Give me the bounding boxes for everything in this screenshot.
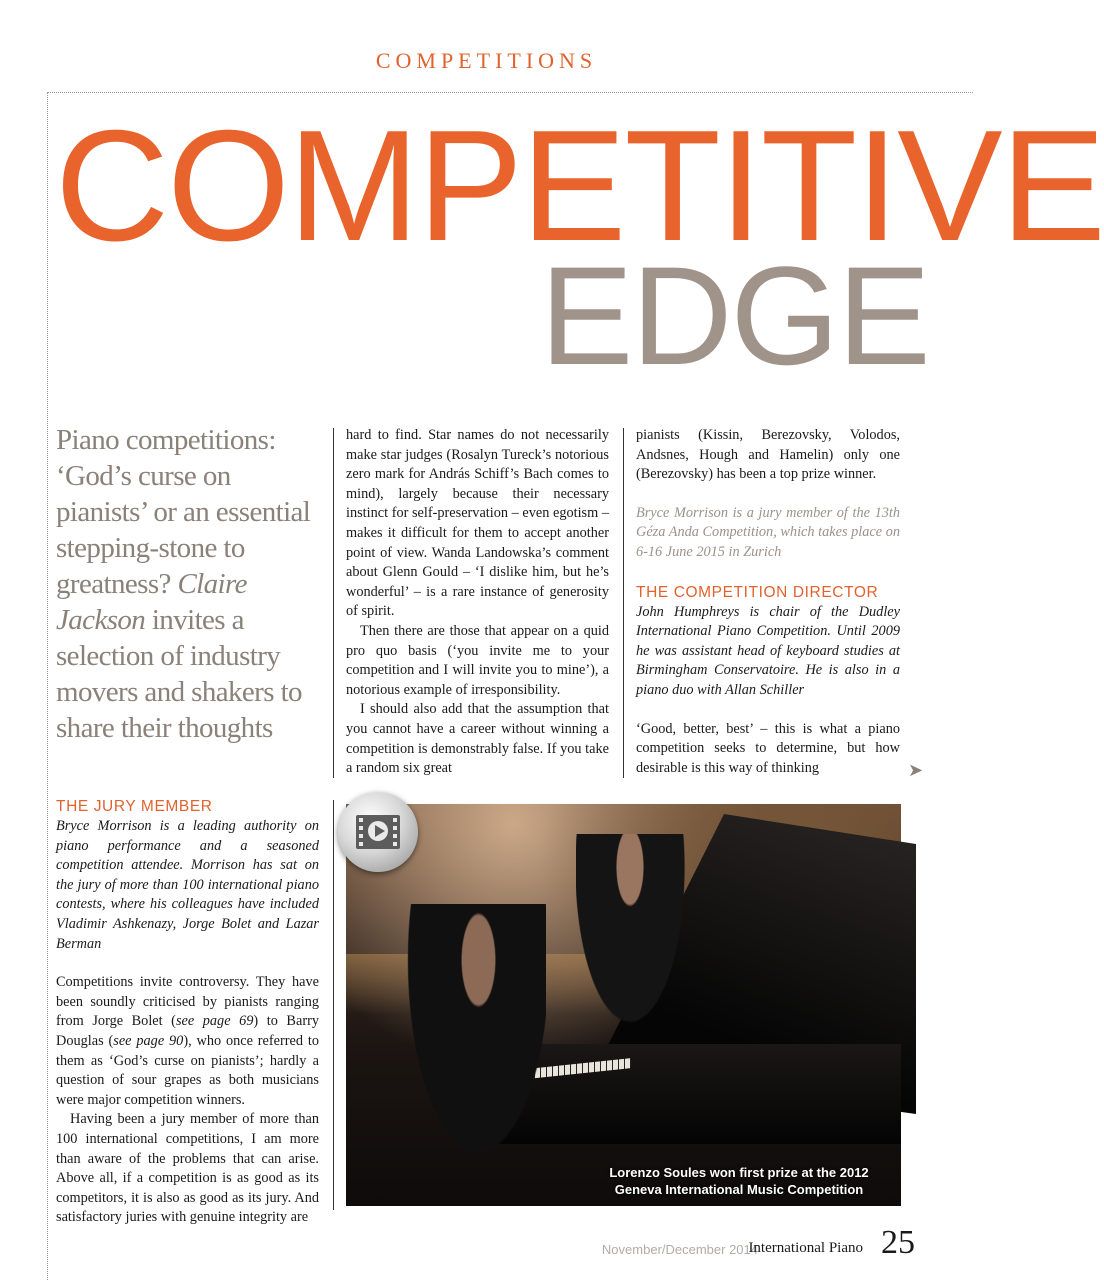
pianist-figure (396, 904, 546, 1184)
p1-ref-2: see page 90 (113, 1032, 184, 1049)
play-video-icon[interactable] (338, 792, 418, 872)
left-dotted-rule (47, 92, 48, 1280)
standfirst-text-before: Piano competitions: ‘God’s curse on pianists’ or an essential stepping-stone to greatness? (56, 424, 311, 600)
column-1 (56, 796, 319, 1228)
film-play-icon (353, 807, 403, 857)
column-divider-1 (333, 428, 334, 778)
p1-text-a: Competitions invite controversy. They have been soundly criticised by pianists ranging from Jorge Bolet ( (56, 974, 319, 1030)
competition-director-subhead: THE COMPETITION DIRECTOR (636, 583, 879, 601)
jury-note: Bryce Morrison is a jury member of the 13th Géza Anda Competition, which takes place on 6-16 June 2015 in Zurich (636, 504, 900, 560)
col1-paragraph-2: Having been a jury member of more than 100 international competitions, I am more than aware of the problems that can arise. Above all, if a competition is as good as its competitors, it is also as good as its jury. And satisfactory juries with genuine integrity are (56, 1111, 319, 1226)
p1-ref-1: see page 69 (175, 1013, 254, 1030)
column-divider-3 (333, 800, 334, 1210)
section-label: COMPETITIONS (375, 48, 598, 73)
col3-paragraph-1: pianists (Kissin, Berezovsky, Volodos, Andsnes, Hough and Hamelin) only one (Berezovsky) has been a top prize winner. (636, 427, 900, 483)
col2-paragraph-1: hard to find. Star names do not necessarily make star judges (Rosalyn Tureck’s notorious zero mark for András Schiff’s Bach comes to mind), largely because their necessary instinct for self-preservation – even egotism – makes it difficult for them to accept another point of view. Wanda Landowska’s comment about Glenn Gould – ‘I dislike him, but he’s wonderful’ – is a rare instance of generosity of spirit. (346, 427, 609, 620)
footer-magazine-name: International Piano (748, 1240, 863, 1256)
jury-member-subhead: THE JURY MEMBER (56, 798, 213, 815)
photo-caption (589, 1164, 889, 1198)
headline-line-1: COMPETITIVE (55, 98, 1104, 274)
standfirst-text-after: invites a selection of industry movers and shakers to share their thoughts (56, 604, 302, 744)
footer-page-number: 25 (881, 1224, 915, 1261)
p1-text-b: ) to Barry Douglas ( (56, 1013, 319, 1049)
continue-arrow-icon: ➤ (908, 760, 924, 781)
jury-member-bio: Bryce Morrison is a leading authority on piano performance and a seasoned competition attendee. Morrison has sat on the jury of more than 100 international piano contests, where his colleagues have included Vladimir Ashkenazy, Jorge Bolet and Lazar Berman (56, 818, 319, 952)
spacer (56, 954, 319, 973)
page-footer (0, 1224, 973, 1264)
footer-issue-date: November/December 2014 (601, 1242, 758, 1257)
col2-paragraph-3: I should also add that the assumption that you cannot have a career without winning a competition is demonstrably false. If you take a random six great (346, 701, 609, 777)
photo-caption-line-2: Geneva International Music Competition (614, 1182, 864, 1197)
standfirst-author: Claire Jackson (56, 568, 247, 636)
top-dotted-rule (47, 92, 973, 93)
concert-photo (346, 804, 901, 1206)
headline-line-2: EDGE (540, 237, 929, 394)
col2-paragraph-2: Then there are those that appear on a quid pro quo basis (‘you invite me to your competition and I will invite you to mine’), a notorious example of irresponsibility. (346, 622, 609, 698)
col1-paragraph-1 (56, 973, 319, 1110)
col3-paragraph-2: ‘Good, better, best’ – this is what a piano competition seeks to determine, but how desirable is this way of thinking (636, 720, 900, 776)
column-3 (636, 426, 900, 778)
column-2 (346, 426, 609, 779)
conductor-figure (576, 834, 696, 1054)
spacer (636, 563, 900, 582)
photo-caption-line-1: Lorenzo Soules won first prize at the 2012 (609, 1165, 869, 1180)
competition-director-bio: John Humphreys is chair of the Dudley International Piano Competition. Until 2009 he was assistant head of keyboard studies at Birmingham Conservatoire. He is also in a piano duo with Allan Schiller (636, 603, 900, 698)
spacer (636, 701, 900, 720)
p1-text-c: ), who once referred to them as ‘God’s curse on pianists’; hardly a question of sour grapes as both musicians were major competition winners. (56, 1032, 319, 1108)
column-divider-2 (623, 428, 624, 778)
standfirst (56, 422, 326, 746)
spacer (636, 485, 900, 504)
